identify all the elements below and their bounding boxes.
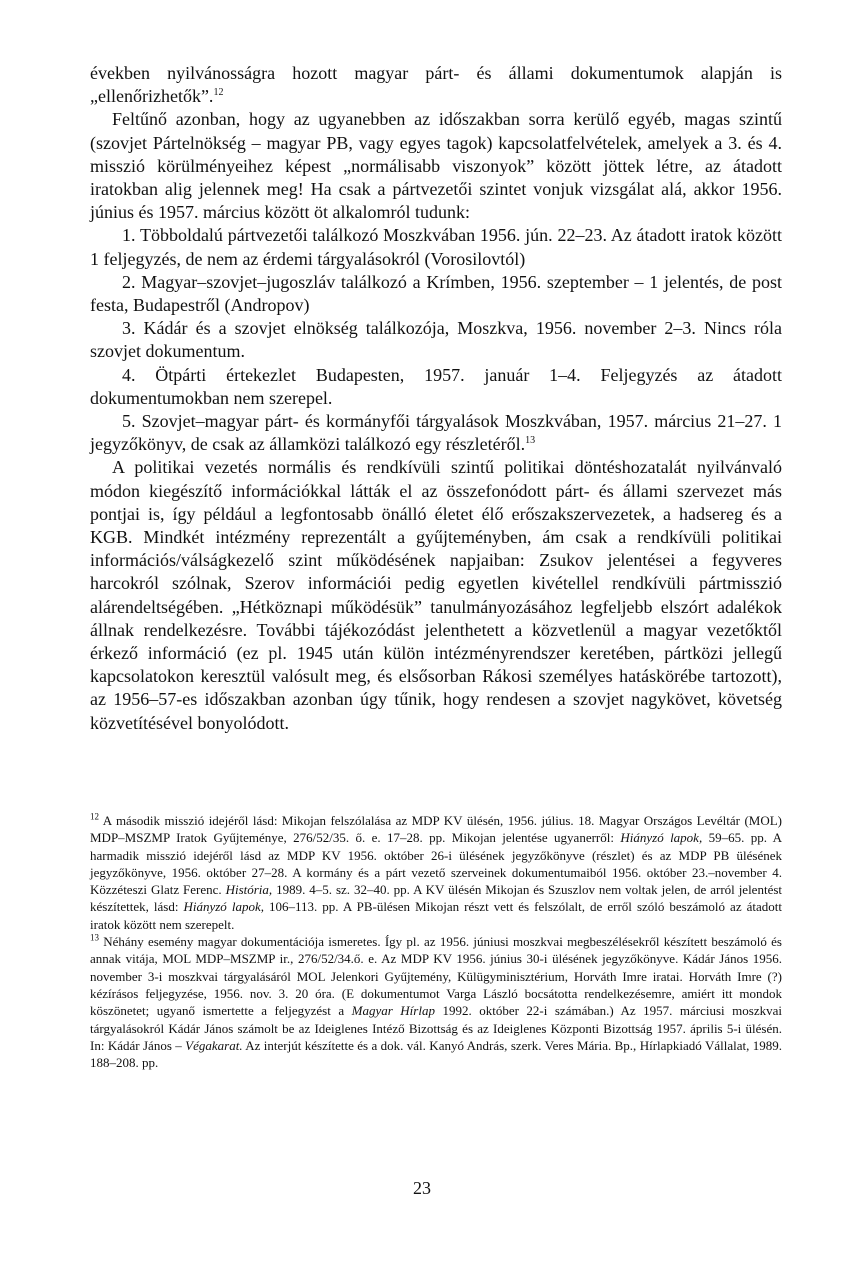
footnote-ref-13[interactable]: 13 [525,435,536,447]
footnote-text: Az interjút készítette és a dok. vál. Kanyó András, szerk. Veres Mária. Bp., Hírlapkiadó Vállalat, 1989. 188–208. pp. [90,1037,782,1071]
footnote-italic: Magyar Hírlap [351,1003,435,1019]
paragraph: A politikai vezetés normális és rendkívüli szintű politikai döntéshozatalát nyilvánvaló módon kiegészítő információkkal látták el az összefonódott párt- és állami szervezet más pontjai is, így például a legfontosabb önálló életet élő erőszakszervezetek, a hadsereg és a KGB. Mindkét intézmény reprezentált a gyűjteményben, ám csak a rendkívüli politikai információs/válságkezelő szint működésének napjaiban: Zsukov jelentései a fegyveres harcokról szólnak, Szerov információi pedig egyetlen kivétellel rendkívüli pártmisszió alárendeltségében. „Hétköznapi működésük” tanulmányozásához legfeljebb elszórt adalékok állnak rendelkezésre. További tájékozódást jelenthetett a közvetlenül a magyar vezetőktől érkező információ (ez pl. 1945 után külön intézményrendszer keretében, pártközi jellegű kapcsolatokon keresztül valósult meg, és elsősorban Rákosi személyes hatáskörébe tartozott), az 1956–57-es időszakban azonban úgy tűnik, hogy rendesen a szovjet nagykövet, követség közvetítésével bonyolódott. [90,457,782,733]
list-item: 3. Kádár és a szovjet elnökség találkozója, Moszkva, 1956. november 2–3. Nincs róla szovjet dokumentum. [90,318,782,362]
footnote-text: 106–113. pp. A PB-ülésen Mikojan részt vett és felszólalt, de erről szóló beszámoló az átadott iratok között nem szerepelt. [90,899,782,932]
footnote-number: 13 [90,932,99,943]
list-item: 2. Magyar–szovjet–jugoszláv találkozó a Krímben, 1956. szeptember – 1 jelentés, de post festa, Budapestről (Andropov) [90,271,782,316]
footnote-text: 1989. 4–5. sz. 32–40. pp. A KV ülésén Mikojan és Szuszlov nem voltak jelen, de arról jelentést készítettek, lásd: [90,882,783,915]
footnote-text: A második misszió idejéről lásd: Mikojan felszólalása az MDP KV ülésén, 1956. július. 18. Magyar Országos Levéltár (MOL) MDP–MSZMP Iratok Gyűjteménye, 276/52/35. ő. e. 17–28. pp. Mikojan jelentése ugyanerről: [90,813,782,846]
list-item-text: 5. Szovjet–magyar párt- és kormányfői tárgyalások Moszkvában, 1957. március 21–27. 1 jegyzőkönyv, de csak az államközi találkozó egy részletéről. [90,411,782,455]
footnote-text: 1992. október 22-i számában.) Az 1957. márciusi moszkvai tárgyalásokról Kádár János számolt be az Ideiglenes Intéző Bizottság és az Ideiglenes Központi Bizottság 1957. április 5-i ülésén. In: Kádár János – [90,1003,782,1053]
list-item [90,410,782,456]
footnote-12 [90,812,782,933]
footnote-italic: Hiányzó lapok, [183,899,264,915]
list-item: 1. Többoldalú pártvezetői találkozó Moszkvában 1956. jún. 22–23. Az átadott iratok között 1 feljegyzés, de nem az érdemi tárgyalásokról (Vorosilovtól) [90,225,782,269]
paragraph-continued [90,62,782,108]
footnote-text: Néhány esemény magyar dokumentációja ismeretes. Így pl. az 1956. júniusi moszkvai megbeszélésekről készített beszámoló és annak vitája, MOL MDP–MSZMP ir., 276/52/34.ő. e. Az MDP KV 1956. június 30-i ülésének jegyzőkönyve. Kádár János 1956. november 3-i moszkvai tárgyalásáról MOL Jelenkori Gyűjtemény, Külügyminisztérium, Horváth Imre iratai. Horváth Imre (?) kézírásos feljegyzése, 1956. nov. 3. 20 óra. (E dokumentumot Varga László bocsátotta rendelkezésemre, amiért itt mondok köszönetet; ugyanő ismertette a feljegyzést a [90,934,782,1019]
paragraph-text: években nyilvánosságra hozott magyar párt- és állami dokumentumok alapján is „ellenőrizhetők”. [90,63,782,107]
main-text [90,62,782,735]
footnote-italic: História, [225,882,273,898]
footnote-ref-12[interactable]: 12 [213,87,224,99]
page-number: 23 [413,1178,431,1198]
footnote-number: 12 [90,811,99,822]
footnote-13 [90,933,782,1071]
footnote-italic: Végakarat. [185,1037,243,1053]
paragraph: Feltűnő azonban, hogy az ugyanebben az időszakban sorra kerülő egyéb, magas szintű (szovjet Pártelnökség – magyar PB, vagy egyes tagok) kapcsolatfelvételek, amelyek a 3. és 4. misszió körülményeihez képest „normálisabb viszonyok” között jöttek létre, az átadott iratokban alig jelennek meg! Ha csak a pártvezetői szintet vonjuk vizsgálat alá, akkor 1956. június és 1957. március között öt alkalomról tudunk: [90,109,782,223]
footnotes [90,812,782,1071]
footnote-italic: Hiányzó lapok, [620,830,703,846]
footnote-text: 59–65. pp. A harmadik misszió idejéről lásd az MDP KV 1956. október 26-i ülésének jegyzőkönyve (részlet) és az MDP PB ülésének jegyzőkönyve, 1956. október 27–28. A kormány és a párt vezető szerveinek dokumentumaiból 1956. október 23.–november 4. Közzéteszi Glatz Ferenc. [90,830,782,898]
list-item: 4. Ötpárti értekezlet Budapesten, 1957. január 1–4. Feljegyzés az átadott dokumentumokban nem szerepel. [90,364,782,408]
